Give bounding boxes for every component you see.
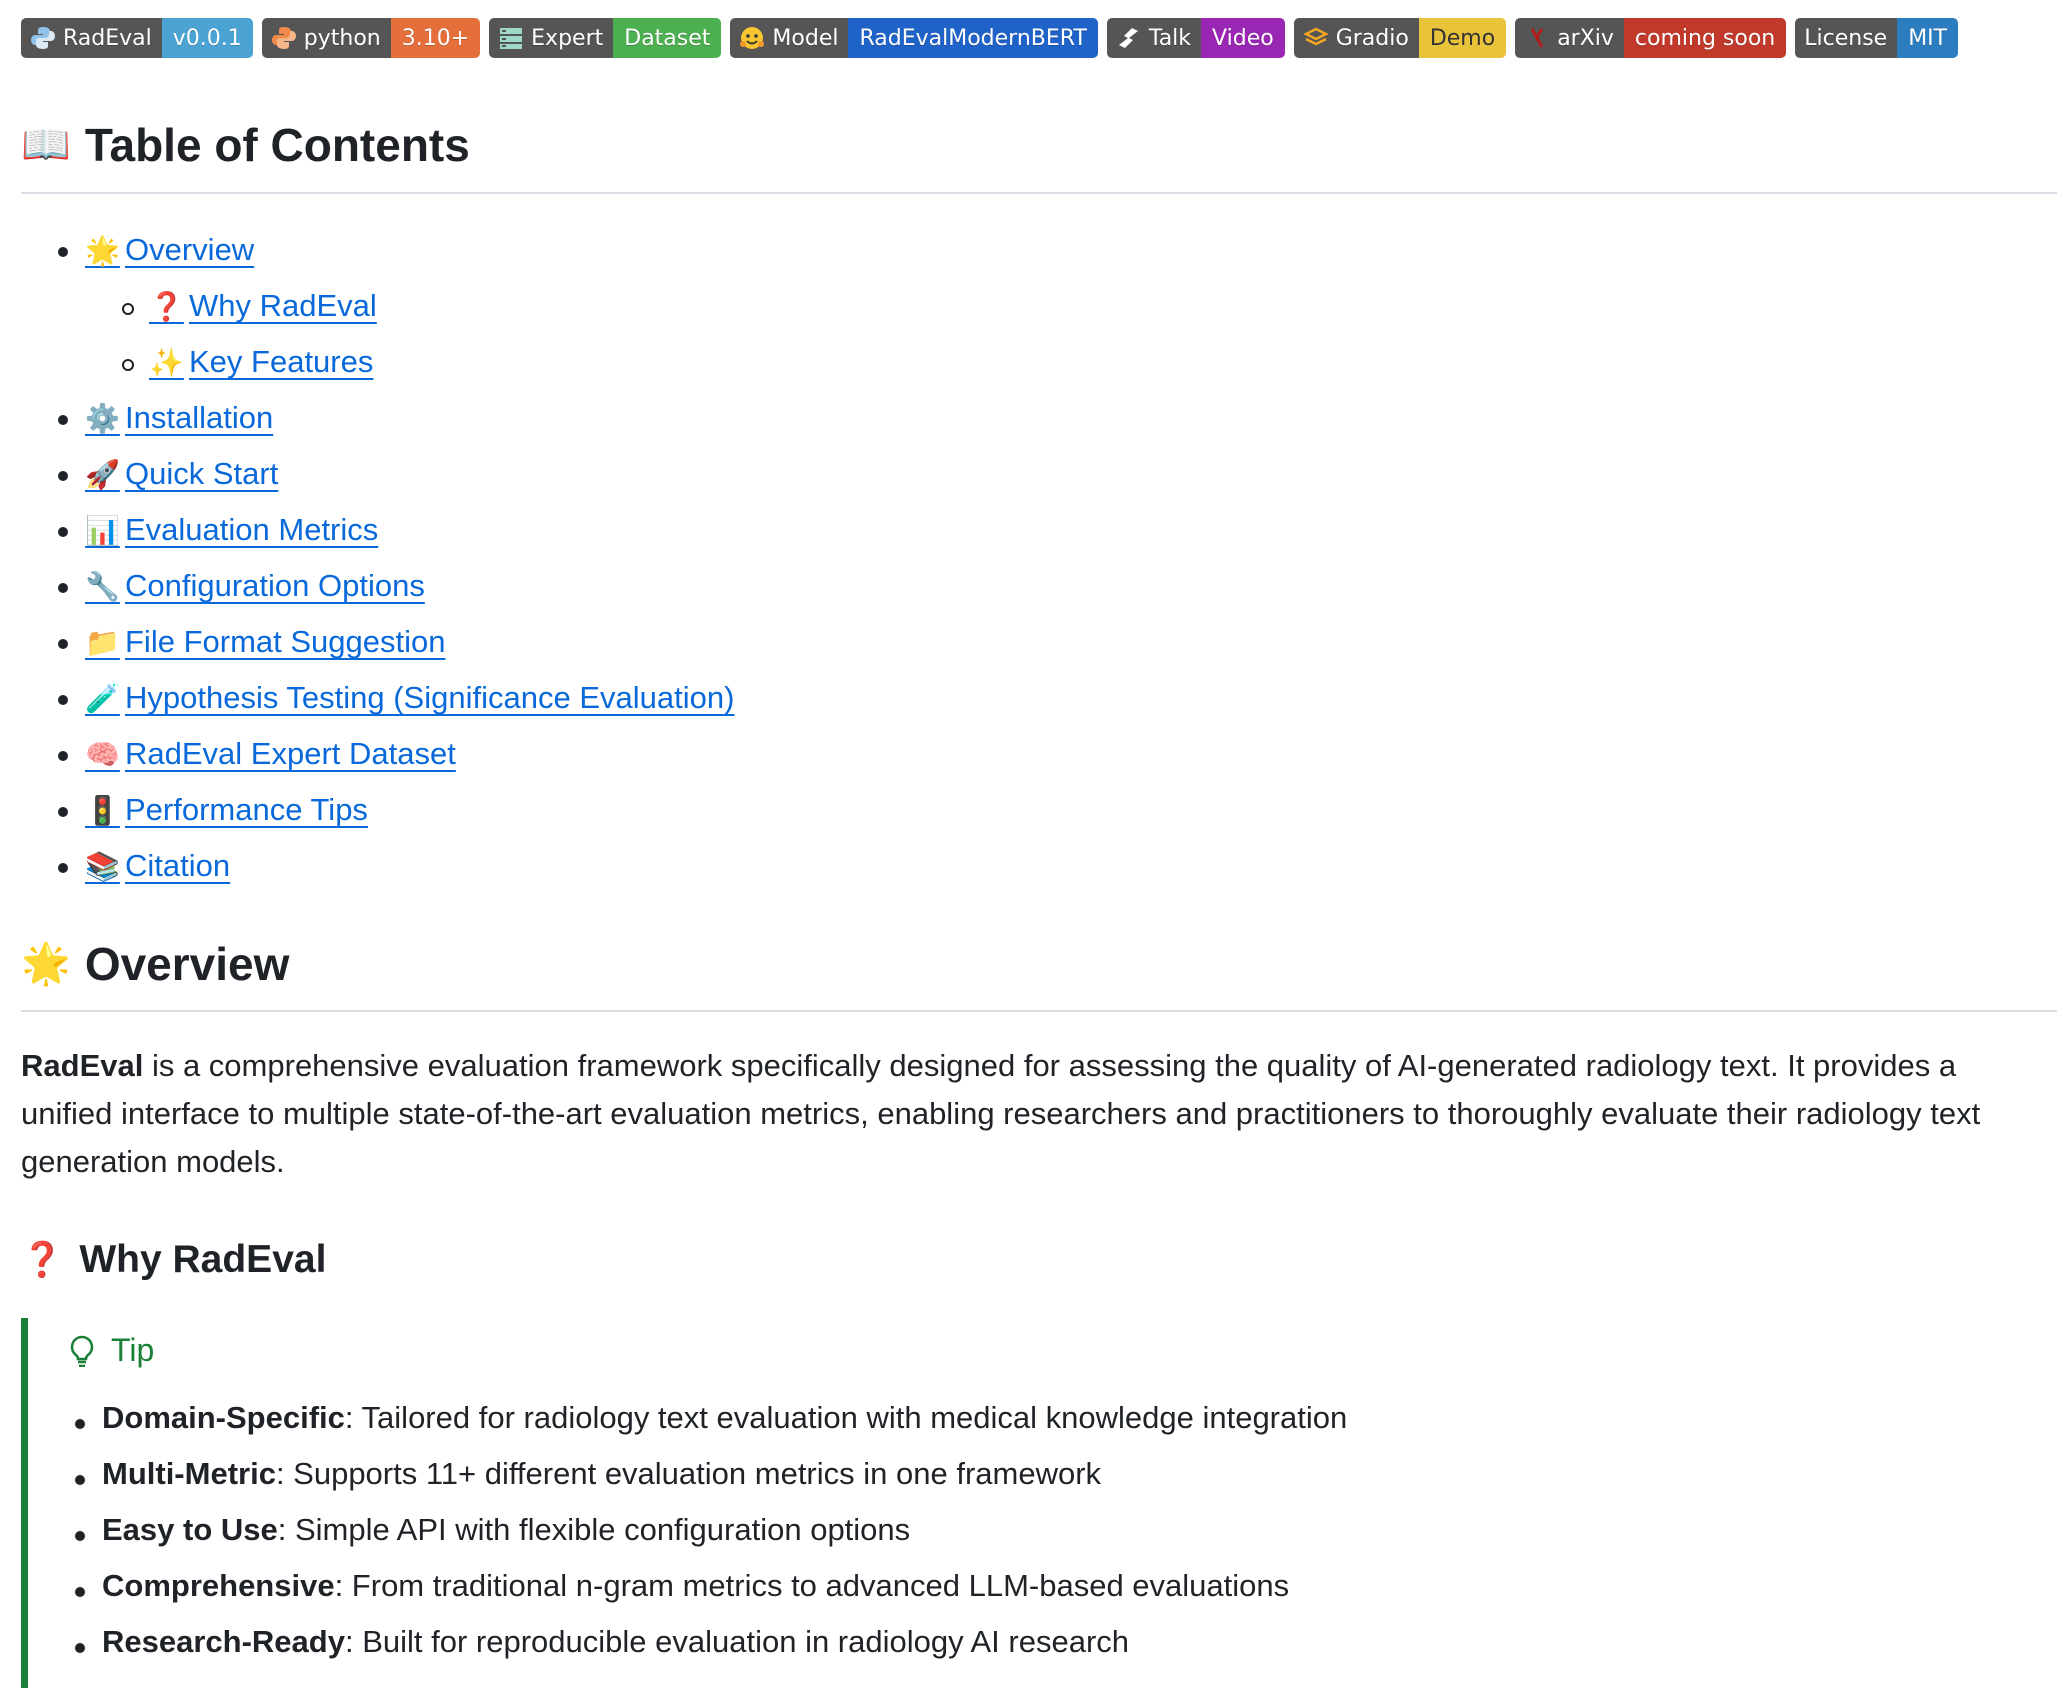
question-mark-icon: ❓ <box>21 1241 64 1279</box>
link-icon <box>1116 25 1142 51</box>
divider <box>21 1010 2057 1012</box>
list-item: Comprehensive: From traditional n-gram metrics to advanced LLM-based evaluations <box>102 1568 1347 1624</box>
glowing-star-icon: 🌟 <box>85 234 120 266</box>
badge-expert-dataset[interactable]: Expert Dataset <box>489 18 721 58</box>
brain-icon: 🧠 <box>85 738 120 770</box>
gradio-icon <box>1303 25 1329 51</box>
divider <box>21 192 2057 194</box>
overview-title: Overview <box>84 938 290 990</box>
badge-label: RadEval <box>21 18 162 58</box>
question-mark-icon: ❓ <box>149 290 184 322</box>
test-tube-icon: 🧪 <box>85 682 120 714</box>
toc-link-configuration-options[interactable]: 🔧 Configuration Options <box>85 568 425 603</box>
toc-link-why-radeval[interactable]: ❓ Why RadEval <box>149 288 377 323</box>
toc-link-key-features[interactable]: ✨ Key Features <box>149 344 374 379</box>
badge-license[interactable]: License MIT <box>1795 18 1958 58</box>
badge-model[interactable]: Model RadEvalModernBERT <box>730 18 1098 58</box>
overview-heading <box>21 937 289 991</box>
why-radeval-title: Why RadEval <box>79 1238 327 1281</box>
toc-link-file-format[interactable]: 📁 File Format Suggestion <box>85 624 446 659</box>
list-item: Easy to Use: Simple API with flexible configuration options <box>102 1512 1347 1568</box>
tip-callout <box>21 1318 2008 1688</box>
list-item: Research-Ready: Built for reproducible evaluation in radiology AI research <box>102 1624 1347 1680</box>
python-icon <box>271 25 297 51</box>
open-book-icon: 📖 <box>21 123 71 167</box>
sparkles-icon: ✨ <box>149 346 184 378</box>
gear-icon: ⚙️ <box>85 402 120 434</box>
toc-link-performance-tips[interactable]: 🚦 Performance Tips <box>85 792 368 827</box>
list-item: Multi-Metric: Supports 11+ different evaluation metrics in one framework <box>102 1456 1347 1512</box>
badge-radeval-version[interactable]: RadEval v0.0.1 <box>21 18 253 58</box>
arxiv-icon <box>1524 25 1550 51</box>
badge-talk-video[interactable]: Talk Video <box>1107 18 1285 58</box>
toc-link-expert-dataset[interactable]: 🧠 RadEval Expert Dataset <box>85 736 456 771</box>
overview-paragraph <box>21 1042 2051 1186</box>
rocket-icon: 🚀 <box>85 458 120 490</box>
books-icon: 📚 <box>85 850 120 882</box>
toc-link-citation[interactable]: 📚 Citation <box>85 848 231 883</box>
why-list <box>102 1400 1347 1680</box>
overview-text: is a comprehensive evaluation framework specifically designed for assessing the quality of AI-generated radiology text. It provides a unified interface to multiple state-of-the-art evaluation metrics, enabling researchers and practitioners to thoroughly evaluate their radiology text generation models. <box>21 1048 1981 1179</box>
badges-row <box>21 18 1958 58</box>
wrench-icon: 🔧 <box>85 570 120 602</box>
badge-gradio-demo[interactable]: Gradio Demo <box>1294 18 1507 58</box>
toc-title: Table of Contents <box>84 119 470 171</box>
overview-bold: RadEval <box>21 1048 144 1083</box>
list-item: Domain-Specific: Tailored for radiology text evaluation with medical knowledge integration <box>102 1400 1347 1456</box>
badge-python-version[interactable]: python 3.10+ <box>262 18 480 58</box>
lightbulb-icon <box>69 1335 95 1367</box>
huggingface-icon <box>739 25 765 51</box>
server-icon <box>498 25 524 51</box>
bar-chart-icon: 📊 <box>85 514 120 546</box>
why-radeval-heading <box>21 1238 326 1282</box>
tip-title: Tip <box>69 1332 154 1369</box>
toc-link-overview[interactable]: 🌟 Overview <box>85 232 255 267</box>
toc-link-evaluation-metrics[interactable]: 📊 Evaluation Metrics <box>85 512 379 547</box>
folder-icon: 📁 <box>85 626 120 658</box>
badge-arxiv[interactable]: arXiv coming soon <box>1515 18 1786 58</box>
traffic-light-icon: 🚦 <box>85 794 120 826</box>
toc-link-installation[interactable]: ⚙️ Installation <box>85 400 274 435</box>
toc-heading <box>21 118 470 172</box>
toc-link-quick-start[interactable]: 🚀 Quick Start <box>85 456 279 491</box>
glowing-star-icon: 🌟 <box>21 942 71 986</box>
toc-link-hypothesis-testing[interactable]: 🧪 Hypothesis Testing (Significance Evaluation) <box>85 680 735 715</box>
python-icon <box>30 25 56 51</box>
